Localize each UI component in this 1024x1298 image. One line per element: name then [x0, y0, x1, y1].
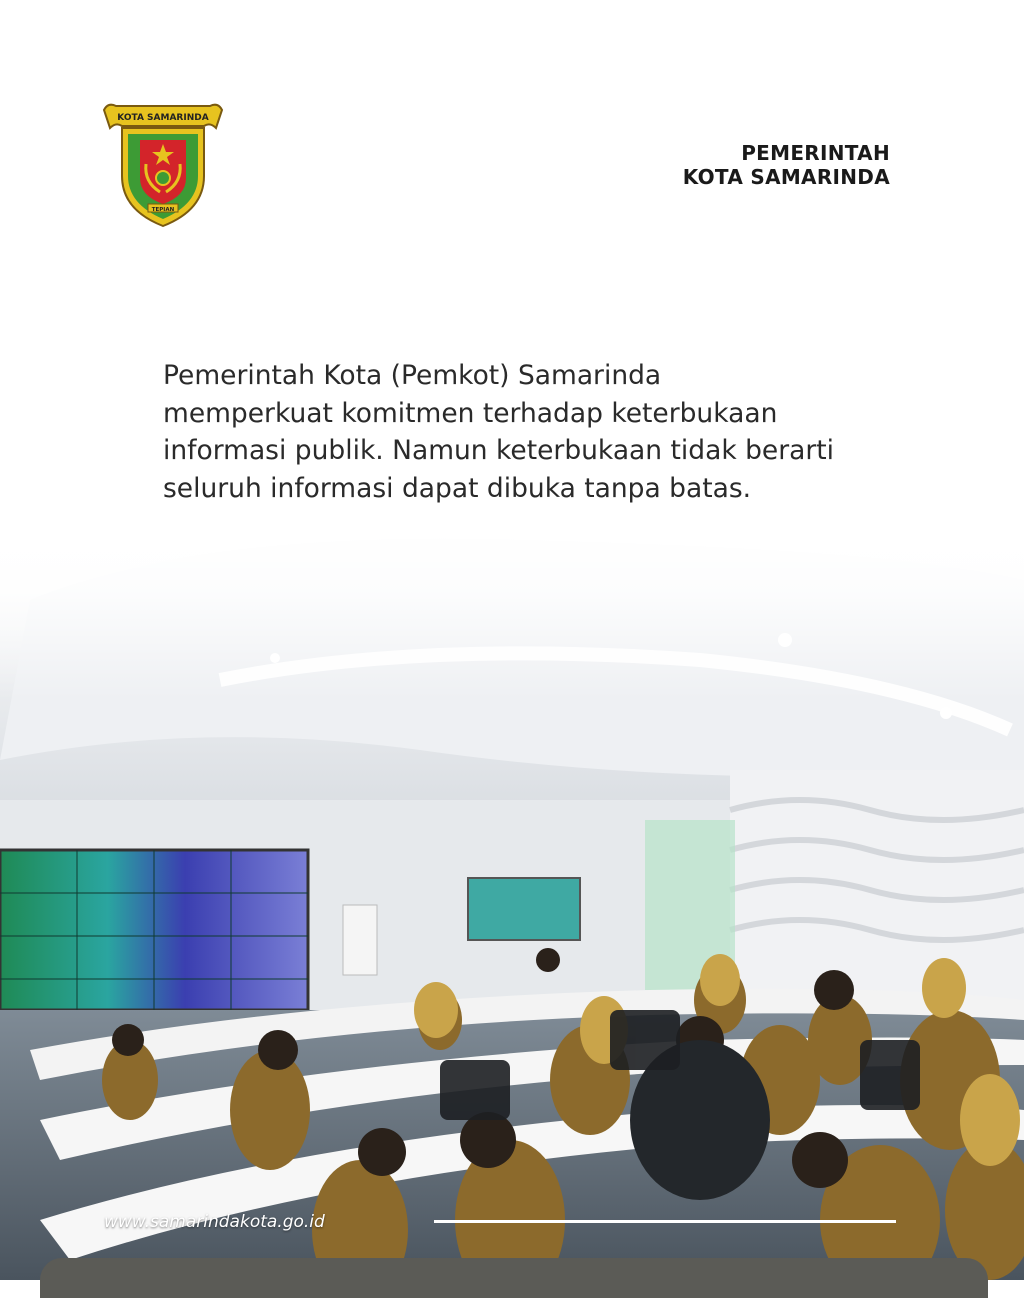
lead-paragraph: [163, 357, 903, 507]
lead-line: informasi publik. Namun keterbukaan tidak berarti: [163, 435, 835, 466]
photo-top-fade: [0, 520, 1024, 700]
lead-line: Pemerintah Kota (Pemkot) Samarinda: [163, 360, 662, 391]
website-url: www.samarindakota.go.id: [104, 1212, 325, 1232]
lead-line: seluruh informasi dapat dibuka tanpa batas.: [163, 472, 752, 504]
lead-line: memperkuat komitmen terhadap keterbukaan: [163, 397, 778, 429]
footer-divider: [434, 1220, 896, 1223]
kota-samarinda-emblem-icon: [100, 98, 226, 228]
org-name-line2: KOTA SAMARINDA: [682, 165, 890, 189]
logo-motto-text: TEPIAN: [151, 207, 175, 213]
bottom-bar: [40, 1258, 988, 1298]
org-name-line1: PEMERINTAH: [741, 141, 890, 165]
org-name: [683, 141, 890, 189]
logo-banner-text: KOTA SAMARINDA: [117, 113, 209, 123]
kota-samarinda-logo: [100, 98, 226, 228]
